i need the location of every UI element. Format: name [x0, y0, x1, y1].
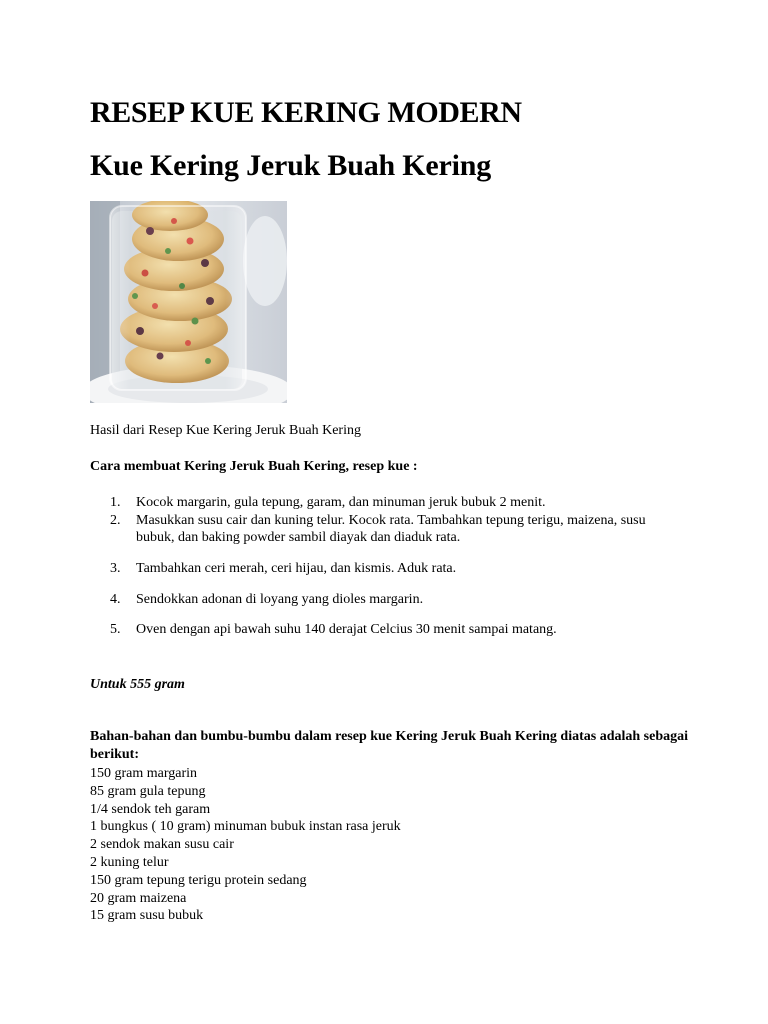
step-text: Tambahkan ceri merah, ceri hijau, dan kismis. Aduk rata.	[136, 561, 457, 576]
ingredient-item: 1 bungkus ( 10 gram) minuman bubuk instan rasa jeruk	[90, 819, 401, 835]
step-text: Oven dengan api bawah suhu 140 derajat Celcius 30 menit sampai matang.	[136, 622, 557, 637]
step-text: Kocok margarin, gula tepung, garam, dan minuman jeruk bubuk 2 menit.	[136, 495, 546, 510]
ingredient-item: 150 gram tepung terigu protein sedang	[90, 872, 307, 888]
yield-note: Untuk 555 gram	[90, 677, 185, 692]
ingredients-list	[90, 765, 401, 925]
ingredient-item: 150 gram margarin	[90, 766, 198, 781]
step-text: Sendokkan adonan di loyang yang dioles margarin.	[136, 592, 424, 607]
ingredient-item: 2 sendok makan susu cair	[90, 837, 234, 853]
step-number: 2.	[110, 513, 121, 528]
page-title: RESEP KUE KERING MODERN	[90, 96, 522, 129]
method-heading: Cara membuat Kering Jeruk Buah Kering, resep kue :	[90, 459, 418, 474]
cookies-photo-illustration	[90, 201, 287, 403]
ingredients-heading: Bahan-bahan dan bumbu-bumbu dalam resep kue Kering Jeruk Buah Kering diatas adalah sebagai berikut:	[90, 729, 689, 762]
ingredient-item: 1/4 sendok teh garam	[90, 801, 211, 817]
ingredient-item: 85 gram gula tepung	[90, 783, 206, 799]
ingredient-item: 2 kuning telur	[90, 854, 169, 870]
step-number: 1.	[110, 495, 121, 510]
step-number: 3.	[110, 561, 121, 576]
photo-caption: Hasil dari Resep Kue Kering Jeruk Buah Kering	[90, 423, 361, 438]
step-number: 4.	[110, 592, 121, 607]
ingredient-item: 15 gram susu bubuk	[90, 908, 204, 924]
recipe-title: Kue Kering Jeruk Buah Kering	[90, 149, 492, 182]
ingredient-item: 20 gram maizena	[90, 890, 187, 906]
step-number: 5.	[110, 622, 121, 637]
step-text: Masukkan susu cair dan kuning telur. Kocok rata. Tambahkan tepung terigu, maizena, susu bubuk, dan baking powder sambil diayak dan diaduk rata.	[136, 513, 646, 545]
cookies-in-jar-photo	[90, 201, 287, 403]
